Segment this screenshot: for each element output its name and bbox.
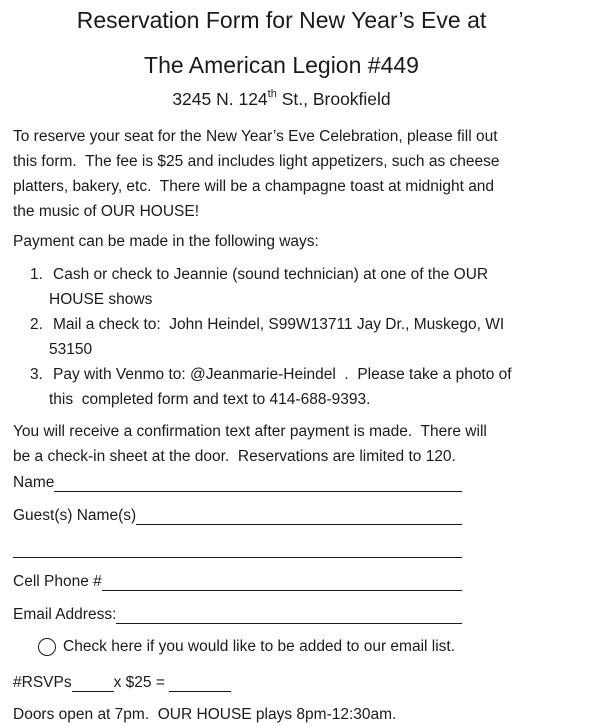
address-prefix: 3245 N. 124	[172, 88, 268, 109]
intro-paragraph	[13, 124, 550, 224]
intro-line: platters, bakery, etc. There will be a champagne toast at midnight and	[13, 177, 495, 195]
payment-method-line: Cash or check to Jeannie (sound technician) at one of the OUR	[53, 265, 489, 283]
rsvp-total-input-line[interactable]	[169, 691, 231, 692]
payment-method-item	[13, 362, 550, 412]
intro-line: this form. The fee is $25 and includes light appetizers, such as cheese	[13, 152, 500, 170]
payment-method-item	[13, 312, 550, 362]
confirmation-line: You will receive a confirmation text after payment is made. There will	[13, 422, 487, 440]
payment-method-line: Pay with Venmo to: @Jeanmarie-Heindel . Please take a photo of	[53, 365, 512, 383]
name-input-line[interactable]	[54, 491, 462, 492]
address-suffix: St., Brookfield	[276, 88, 391, 109]
email-optin-row	[13, 636, 550, 658]
email-field-row	[13, 602, 462, 624]
cell-phone-field-row	[13, 569, 462, 591]
payment-method-line: HOUSE shows	[49, 290, 153, 308]
cell-phone-field-label: Cell Phone #	[13, 572, 102, 590]
venue-title: The American Legion #449	[144, 52, 419, 78]
confirmation-line: be a check-in sheet at the door. Reservations are limited to 120.	[13, 447, 456, 465]
name-field-row	[13, 470, 462, 492]
address-ordinal-superscript: th	[267, 88, 277, 100]
intro-line: the music of OUR HOUSE!	[13, 202, 200, 220]
payment-heading: Payment can be made in the following ways:	[13, 232, 319, 250]
list-number: 2.	[30, 315, 43, 333]
guests-input-line[interactable]	[136, 524, 462, 525]
payment-methods-list	[13, 262, 550, 412]
intro-line: To reserve your seat for the New Year’s Eve Celebration, please fill out	[13, 127, 498, 145]
list-number: 1.	[30, 265, 43, 283]
cell-phone-input-line[interactable]	[102, 590, 462, 591]
list-number: 3.	[30, 365, 43, 383]
rsvp-count-input-line[interactable]	[72, 691, 114, 692]
page-title: Reservation Form for New Year’s Eve at	[76, 7, 487, 33]
payment-method-line: 53150	[49, 340, 93, 358]
guests-field-label: Guest(s) Name(s)	[13, 506, 137, 524]
guests-field-row	[13, 503, 462, 525]
confirmation-paragraph	[13, 419, 550, 469]
payment-method-item	[13, 262, 550, 312]
email-optin-checkbox-icon[interactable]	[38, 638, 56, 656]
payment-method-line: Mail a check to: John Heindel, S99W13711 Jay Dr., Muskego, WI	[53, 315, 505, 333]
rsvp-multiplier-label: x $25 =	[113, 673, 170, 691]
doors-info-line: Doors open at 7pm. OUR HOUSE plays 8pm-12:30am.	[13, 705, 397, 723]
email-optin-label: Check here if you would like to be added to our email list.	[63, 637, 456, 655]
payment-method-line: this completed form and text to 414-688-9393.	[49, 390, 371, 408]
email-input-line[interactable]	[116, 623, 462, 624]
guests-overflow-row	[13, 536, 462, 558]
venue-address	[13, 84, 550, 110]
name-field-label: Name	[13, 473, 55, 491]
rsvp-label: #RSVPs	[13, 673, 72, 691]
guests-overflow-input-line[interactable]	[13, 557, 462, 558]
rsvp-row	[13, 670, 462, 692]
email-field-label: Email Address:	[13, 605, 117, 623]
